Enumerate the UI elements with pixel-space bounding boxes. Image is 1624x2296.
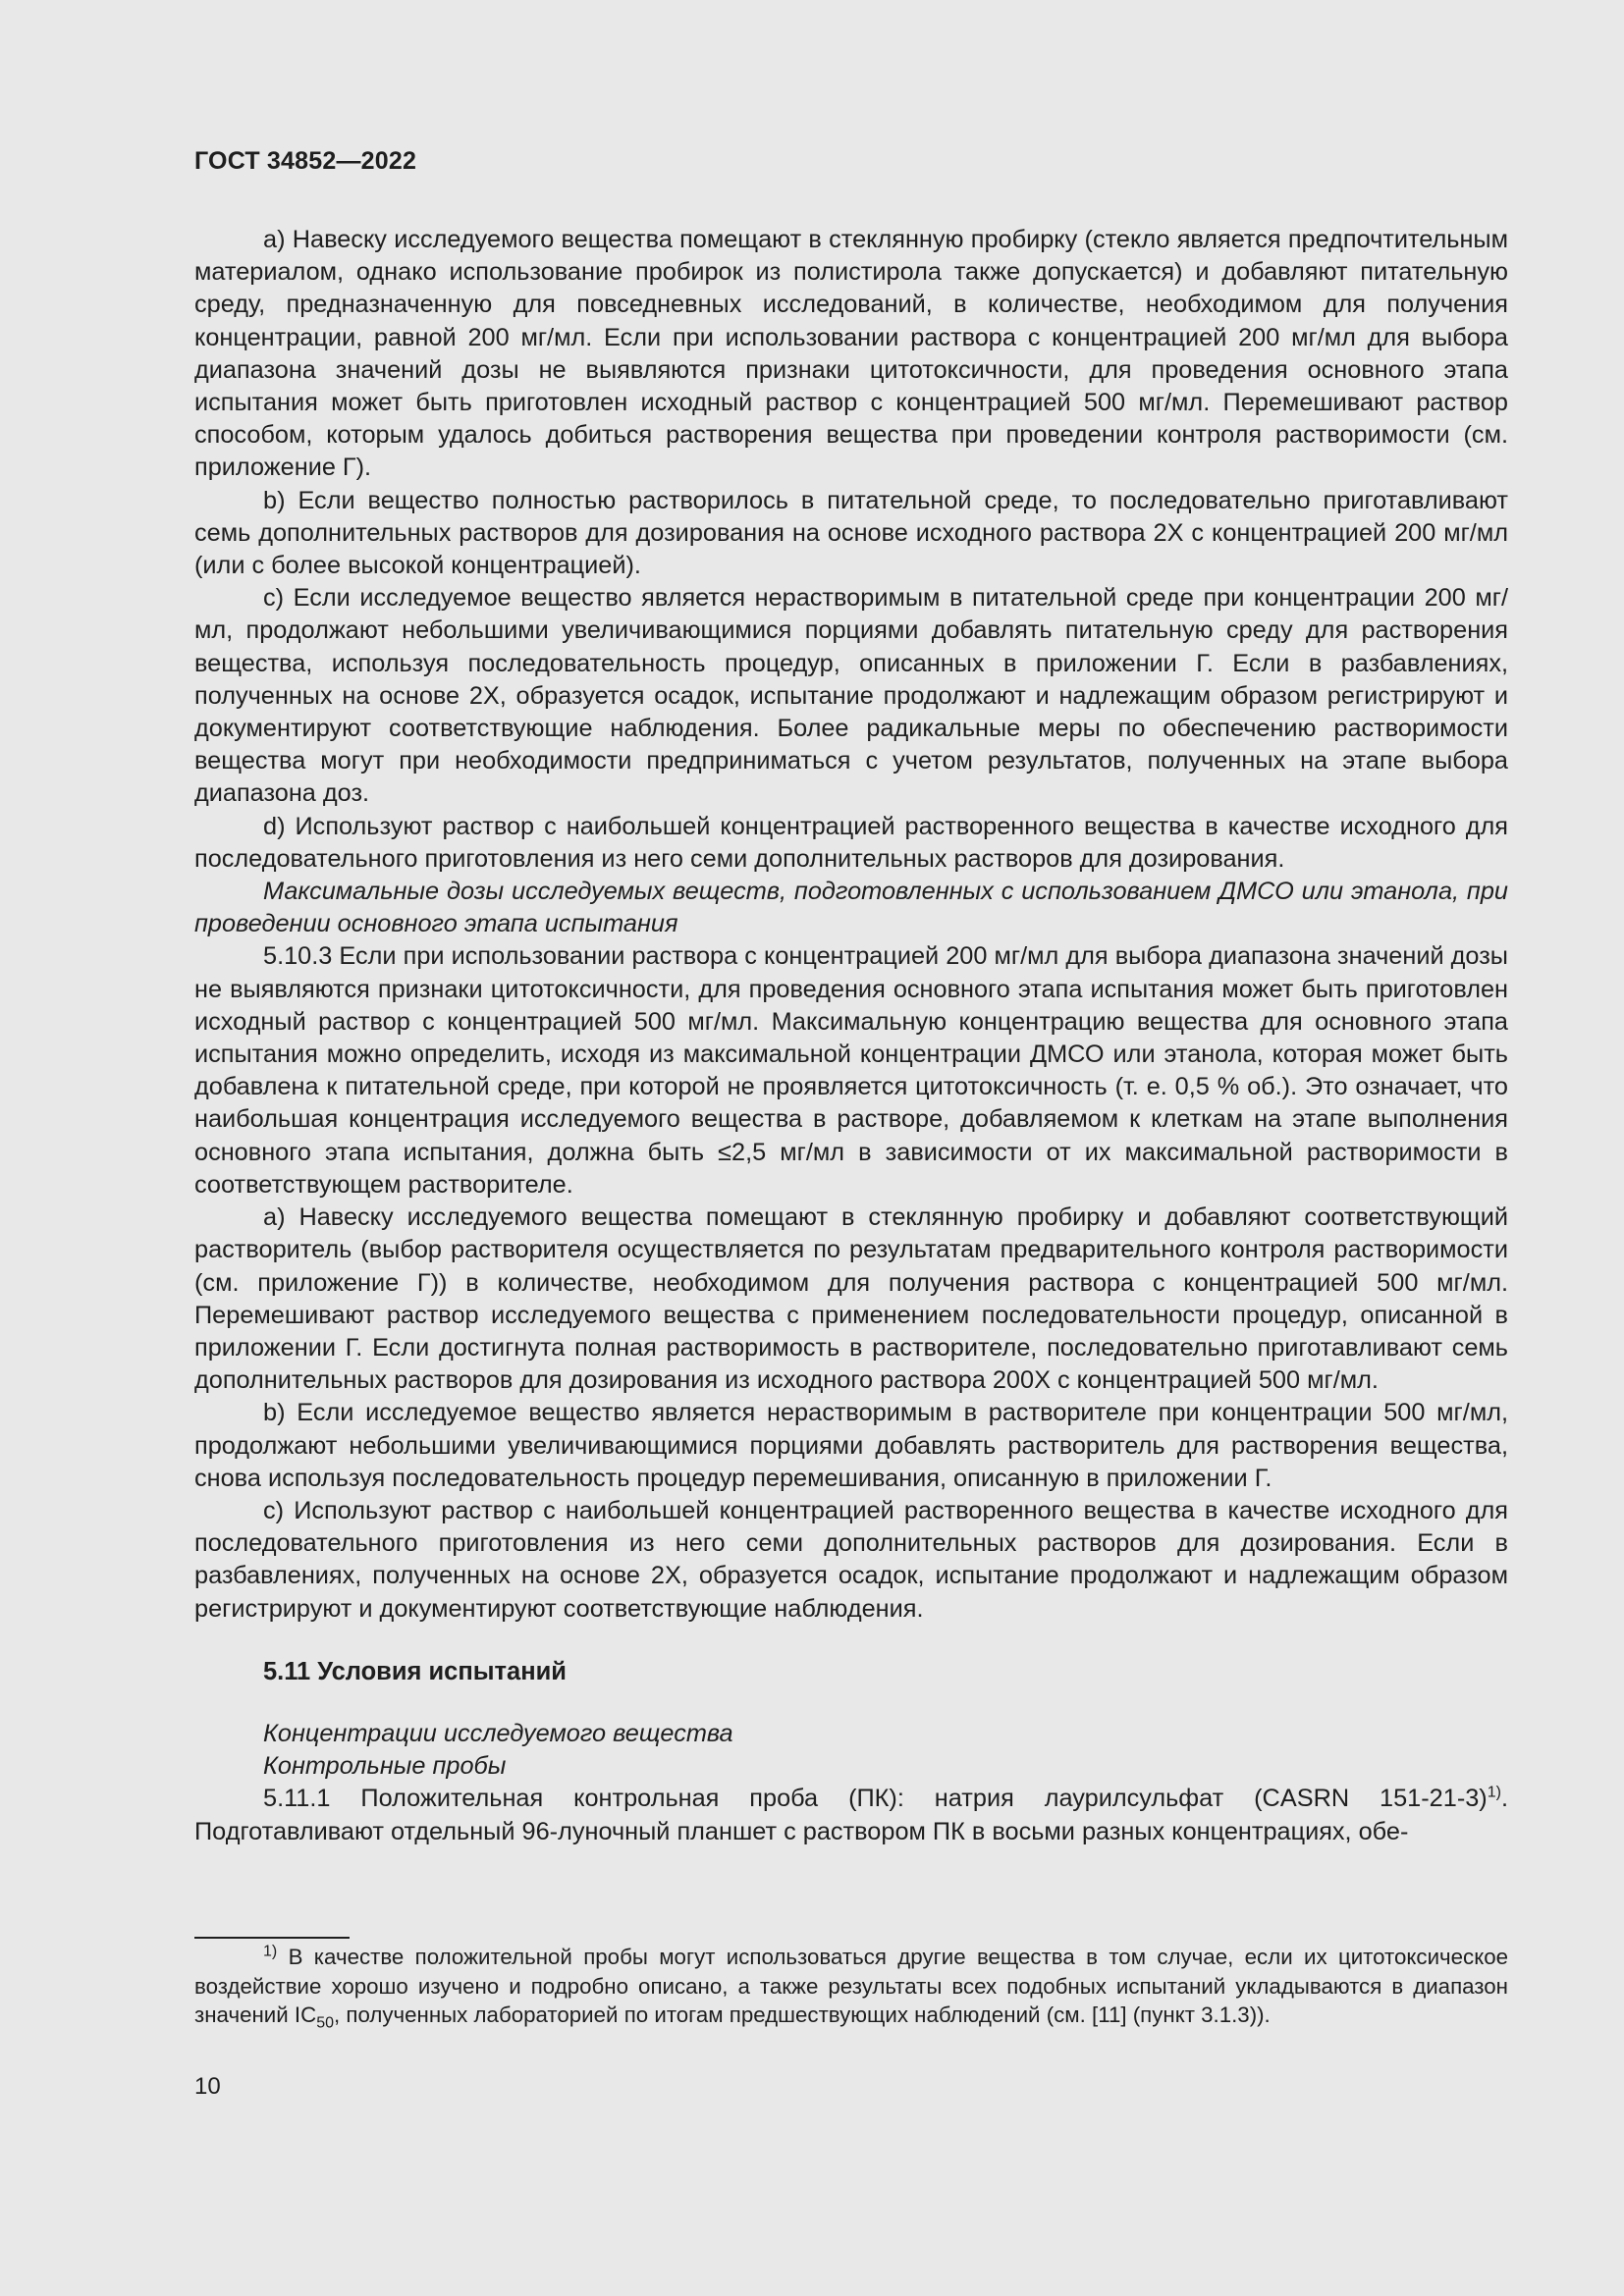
footnote-text-end: , полученных лабораторией по итогам предшествующих наблюдений (см. [11] (пункт 3.1.3)). (333, 2002, 1271, 2027)
paragraph-5-11-1-start: 5.11.1 Положительная контрольная проба (ПК): натрия лаурилсульфат (CASRN 151-21-3) (263, 1785, 1488, 1813)
paragraph-b-medium: b) Если вещество полностью растворилось в питательной среде, то последовательно приготавливают семь дополнительных растворов для дозирования на основе исходного раствора 2Х с концентрацией 200 мг/мл (или с более высокой концентрацией). (194, 486, 1508, 580)
footnote-separator (194, 1937, 350, 1939)
paragraph-a-solvent: а) Навеску исследуемого вещества помещают в стеклянную пробирку и добавляют соответствующий растворитель (выбор растворителя осуществляется по результатам предварительного контроля растворимости (см. приложение Г)) в количестве, необходимом для получения раствора с концентрацией 500 мг/мл. Перемешивают раствор исследуемого вещества с применением последовательности процедур, описанной в приложении Г. Если достигнута полная растворимость в растворителе, последовательно приготавливают семь дополнительных растворов для дозирования из исходного раствора 200Х с концентрацией 500 мг/мл. (194, 1203, 1508, 1395)
paragraph-5-11-1-end: . Подготавливают отдельный 96-луночный планшет с раствором ПК в восьми разных концентрациях, обе- (194, 1785, 1508, 1845)
spacer (194, 1688, 1508, 1718)
paragraph-5-11-1 (194, 1783, 1508, 1847)
paragraph-a-medium: а) Навеску исследуемого вещества помещают в стеклянную пробирку (стекло является предпочтительным материалом, однако использование пробирок из полистирола также допускается) и добавляют питательную среду, предназначенную для повседневных исследований, в количестве, необходимом для получения концентрации, равной 200 мг/мл. Если при использовании раствора с концентрацией 200 мг/мл для выбора диапазона значений дозы не выявляются признаки цитотоксичности, для проведения основного этапа испытания может быть приготовлен исходный раствор с концентрацией 500 мг/мл. Перемешивают раствор способом, которым удалось добиться растворения вещества при проведении контроля растворимости (см. приложение Г). (194, 226, 1508, 482)
footnote-marker: 1) (263, 1943, 278, 1960)
footnote-text-start: В качестве положительной пробы могут использоваться другие вещества в том случае, если их цитотоксическое воздействие хорошо изучено и подробно описано, а также результаты всех подобных испытаний укладываются в диапазон значений IC (194, 1945, 1508, 2027)
footnote-subscript: 50 (316, 2014, 334, 2032)
footnote (194, 1943, 1508, 2030)
page-number: 10 (194, 2073, 221, 2100)
document-header: ГОСТ 34852—2022 (194, 147, 417, 175)
italic-subheading-concentrations: Концентрации исследуемого вещества (263, 1719, 733, 1747)
paragraph-b-solvent: b) Если исследуемое вещество является нерастворимым в растворителе при концентрации 500 мг/мл, продолжают небольшими увеличивающимися порциями добавлять растворитель для растворения вещества, снова используя последовательность процедур перемешивания, описанную в приложении Г. (194, 1399, 1508, 1492)
paragraph-d-medium: d) Используют раствор с наибольшей концентрацией растворенного вещества в качестве исходного для последовательного приготовления из него семи дополнительных растворов для дозирования. (194, 812, 1508, 873)
italic-subheading-max-doses: Максимальные дозы исследуемых веществ, подготовленных с использованием ДМСО или этанола, при проведении основного этапа испытания (194, 878, 1508, 938)
paragraph-c-medium: c) Если исследуемое вещество является нерастворимым в питательной среде при концентрации 200 мг/мл, продолжают небольшими увеличивающимися порциями добавлять питательную среду для растворения вещества, используя последовательность процедур, описанных в приложении Г. Если в разбавлениях, полученных на основе 2Х, образуется осадок, испытание продолжают и надлежащим образом регистрируют и документируют соответствующие наблюдения. Более радикальные меры по обеспечению растворимости вещества могут при необходимости предприниматься с учетом результатов, полученных на этапе выбора диапазона доз. (194, 584, 1508, 808)
italic-subheading-controls: Контрольные пробы (263, 1752, 507, 1781)
paragraph-c-solvent: c) Используют раствор с наибольшей концентрацией растворенного вещества в качестве исходного для последовательного приготовления из него семи дополнительных растворов для дозирования. Если в разбавлениях, полученных на основе 2Х, образуется осадок, испытание продолжают и надлежащим образом регистрируют и документируют соответствующие наблюдения. (194, 1496, 1508, 1623)
main-text (194, 224, 1508, 1848)
section-heading-5-11: 5.11 Условия испытаний (263, 1657, 567, 1685)
footnote-reference[interactable]: 1) (1487, 1784, 1501, 1801)
paragraph-5-10-3: 5.10.3 Если при использовании раствора с концентрацией 200 мг/мл для выбора диапазона значений дозы не выявляются признаки цитотоксичности, для проведения основного этапа испытания может быть приготовлен исходный раствор с концентрацией 500 мг/мл. Максимальную концентрацию вещества для основного этапа испытания можно определить, исходя из максимальной концентрации ДМСО или этанола, которая может быть добавлена к питательной среде, при которой не проявляется цитотоксичность (т. е. 0,5 % об.). Это означает, что наибольшая концентрация исследуемого вещества в растворе, добавляемом к клеткам на этапе выполнения основного этапа испытания, должна быть ≤2,5 мг/мл в зависимости от их максимальной растворимости в соответствующем растворителе. (194, 942, 1508, 1199)
